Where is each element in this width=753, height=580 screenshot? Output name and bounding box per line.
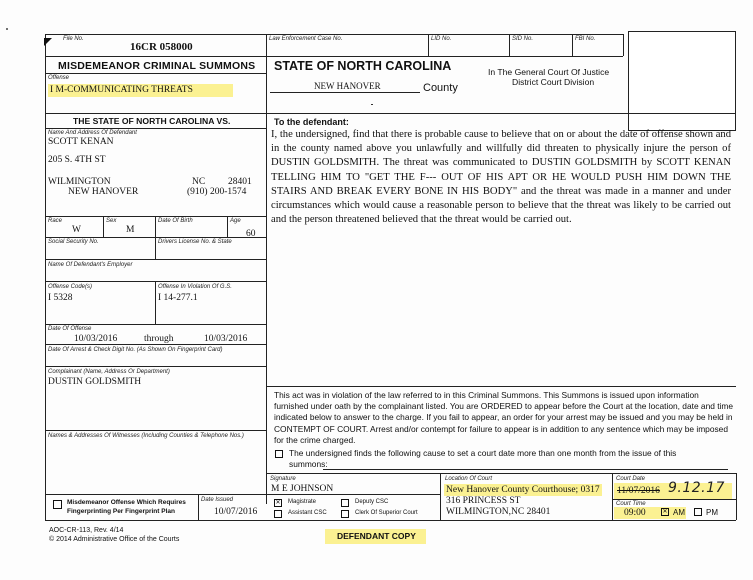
assistant-csc-checkbox[interactable] [274,510,282,518]
county-value: NEW HANOVER [314,81,381,91]
date-offense-from: 10/03/2016 [74,334,118,344]
file-no-label: File No. [63,36,84,42]
am-checkbox[interactable]: ✕ [662,509,668,515]
vs-heading: THE STATE OF NORTH CAROLINA VS. [73,116,231,126]
copyright: © 2014 Administrative Office of the Courts [49,536,180,543]
le-case-label: Law Enforcement Case No. [269,36,343,42]
date-offense-through: through [144,334,174,344]
deputy-csc-label: Deputy CSC [355,499,389,505]
fingerprint-checkbox[interactable] [53,500,62,509]
defendant-name-label: Name And Address Of Defendant [48,130,137,136]
signature-value: M E JOHNSON [271,484,334,494]
race-value: W [72,225,81,235]
cause-text: The undersigned finds the following cause to set a court date more than one month from the issue of this [289,448,677,458]
magistrate-checkbox[interactable]: ✕ [275,500,281,506]
form-number: AOC-CR-113, Rev. 4/14 [49,527,124,534]
dob-label: Date Of Birth [158,218,193,224]
to-defendant: To the defendant: [274,117,349,127]
sid-label: SID No. [512,36,534,42]
defendant-copy-label: DEFENDANT COPY [325,529,426,544]
date-issued-label: Date Issued [201,497,234,503]
court-time-value: 09:00 [624,508,646,518]
complainant-label: Complainant (Name, Address Or Department) [48,369,170,375]
court-date-label: Court Date [616,476,646,482]
sex-value: M [126,225,135,235]
magistrate-label: Magistrate [288,499,317,505]
offense-code-value: I 5328 [48,293,73,303]
fingerprint-text-2: Fingerprinting Per Fingerprint Plan [67,508,175,515]
fbi-label: FBI No. [575,36,596,42]
scan-speck [6,28,8,30]
court-line-2: District Court Division [512,77,595,87]
fingerprint-text-1: Misdemeanor Offense Which Requires [67,499,186,506]
pm-label: PM [706,508,718,517]
defendant-street: 205 S. 4TH ST [48,155,106,165]
sex-label: Sex [106,218,117,224]
location-line-1: New Hanover County Courthouse; 0317 [446,485,600,495]
violation-text: This act was in violation of the law referred to in this Criminal Summons. This Summons is issued upon information furnished under oath by the complainant listed. You are ORDERED to appear before the Court at the location, date and time indicated below to answer to the charge. If you fail to appear, an order for your arrest may be issued and you may be held in CONTEMPT OF COURT. Arrest and/or contempt for failure to appear is in addition to any sentence which may be imposed for the crime charged. [274,390,734,445]
clerk-label: Clerk Of Superior Court [355,510,418,516]
defendant-state: NC [192,177,206,187]
cause-checkbox[interactable] [275,450,283,458]
am-label: AM [673,508,685,517]
dl-label: Drivers License No. & State [158,239,232,245]
gs-value: I 14-277.1 [158,293,198,303]
signature-label: Signature [270,476,296,482]
gs-label: Offense In Violation Of G.S. [158,284,232,290]
court-line-1: In The General Court Of Justice [488,67,610,77]
clerk-checkbox[interactable] [341,510,349,518]
defendant-phone: (910) 200-1574 [187,187,247,197]
date-issued: 10/07/2016 [214,507,258,517]
location-line-2: 316 PRINCESS ST [446,496,521,506]
photo-box [628,31,736,131]
file-number: 16CR 058000 [130,41,193,53]
offense-label: Offense [48,75,70,81]
employer-label: Name Of Defendant's Employer [48,262,133,268]
arrest-label: Date Of Arrest & Check Digit No. (As Shown On Fingerprint Card) [48,347,223,353]
summons-label: summons: [289,459,328,469]
offense-code-label: Offense Code(s) [48,284,93,290]
deputy-csc-checkbox[interactable] [341,499,349,507]
offense-value: I M-COMMUNICATING THREATS [48,84,233,97]
race-label: Race [48,218,63,224]
date-offense-label: Date Of Offense [48,326,92,332]
court-date-struck: 11/07/2016 [617,486,660,496]
ssn-label: Social Security No. [48,239,99,245]
complainant-value: DUSTIN GOLDSMITH [48,377,142,387]
location-line-3: WILMINGTON,NC 28401 [446,507,551,517]
assistant-csc-label: Assistant CSC [288,510,327,516]
defendant-zip: 28401 [228,177,252,187]
form-title: MISDEMEANOR CRIMINAL SUMMONS [58,60,256,72]
age-value: 60 [246,229,256,239]
pm-checkbox[interactable] [694,508,702,516]
defendant-county: NEW HANOVER [68,187,139,197]
location-label: Location Of Court [445,476,493,482]
court-date-handwritten: 9.12.17 [668,480,725,496]
date-offense-to: 10/03/2016 [204,334,248,344]
age-label: Age [230,218,241,224]
summons-body: I, the undersigned, find that there is probable cause to believe that on or about the date of offense shown and in the county named above you unlawfully and willfully did threaten to physically injure the person of DUSTIN GOLDSMITH. The threat was communicated to DUSTIN GOLDSMITH by SCOTT KENAN TELLING HIM TO "GET THE F--- OUT OF HIS APT OR HE WOULD PUSH HIM DOWN THE STAIRS AND BREAK EVERY BONE IN HIS BODY" and the threat was made in a manner and under circumstances which would cause a reasonable person to believe that the threat was likely to be carried out and the person threatened believed that the threat would be carried out. [271,129,731,226]
defendant-name: SCOTT KENAN [48,137,114,147]
witness-label: Names & Addresses Of Witnesses (Including Counties & Telephone Nos.) [48,433,244,439]
lid-label: LID No. [431,36,452,42]
corner-mark [44,38,52,46]
defendant-city: WILMINGTON [48,177,111,187]
court-time-label: Court Time [616,501,646,507]
state-title: STATE OF NORTH CAROLINA [274,59,452,73]
county-label: County [423,82,458,94]
